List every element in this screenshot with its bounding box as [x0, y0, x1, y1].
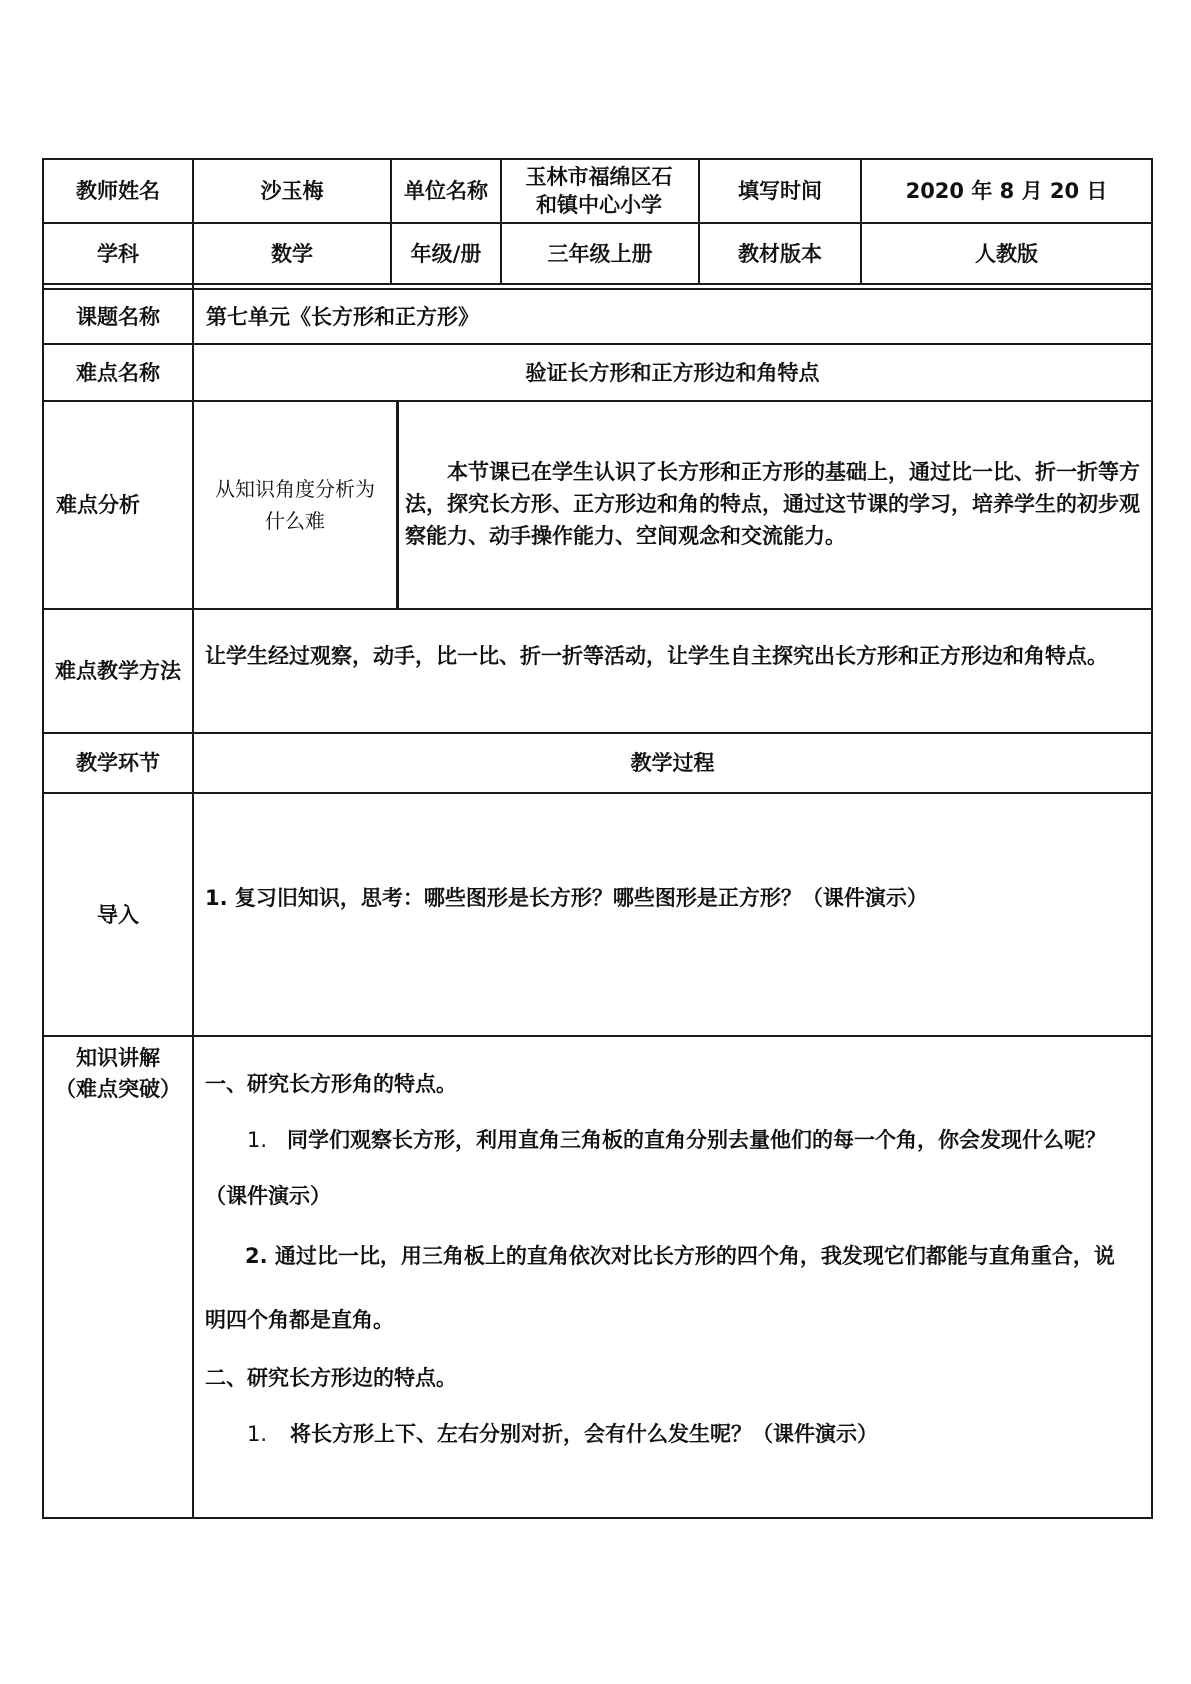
- edition-value: 人教版: [975, 241, 1038, 266]
- row-divider: [42, 608, 1152, 610]
- subject-value: 数学: [271, 241, 313, 266]
- knowledge-item2-line2: 明四个角都是直角。: [205, 1308, 394, 1332]
- knowledge-item1-text: 同学们观察长方形，利用直角三角板的直角分别去量他们的每一个角，你会发现什么呢？: [287, 1128, 1106, 1152]
- process-header-value: 教学过程: [630, 751, 715, 775]
- teacher-name-value: 沙玉梅: [260, 179, 324, 203]
- knowledge-item1-number: 1.: [247, 1128, 268, 1152]
- difficulty-label: 难点名称: [76, 360, 160, 385]
- unit-name-value: 玉林市福绵区石和镇中心小学: [525, 165, 673, 217]
- knowledge-item1-continued: （课件演示）: [205, 1184, 331, 1208]
- fill-date-label: 填写时间: [738, 179, 822, 203]
- knowledge-label-line1: 知识讲解: [76, 1046, 160, 1070]
- edition-label: 教材版本: [738, 241, 822, 266]
- teacher-name-label: 教师姓名: [76, 179, 160, 203]
- method-label: 难点教学方法: [55, 659, 181, 683]
- unit-name-label: 单位名称: [404, 179, 488, 203]
- topic-label: 课题名称: [76, 304, 160, 329]
- row-divider: [42, 1035, 1152, 1037]
- knowledge-item2-line1: 2. 通过比一比，用三角板上的直角依次对比长方形的四个角，我发现它们都能与直角重合，说: [245, 1244, 1115, 1268]
- topic-value: 第七单元《长方形和正方形》: [206, 304, 479, 329]
- table-border-right: [1151, 158, 1153, 1519]
- table-border-bottom: [42, 1517, 1152, 1519]
- analysis-text: 本节课已在学生认识了长方形和正方形的基础上，通过比一比、折一折等方法，探究长方形、正方形边和角的特点，通过这节课的学习，培养学生的初步观察能力、动手操作能力、空间观念和交流能力。: [405, 460, 1140, 548]
- knowledge-item3-text: 将长方形上下、左右分别对折，会有什么发生呢？（课件演示）: [290, 1422, 878, 1446]
- row-divider: [42, 283, 1152, 285]
- row-divider: [42, 792, 1152, 794]
- intro-text: 1. 复习旧知识，思考：哪些图形是长方形？哪些图形是正方形？（课件演示）: [205, 886, 928, 910]
- knowledge-heading-1: 一、研究长方形角的特点。: [205, 1072, 457, 1096]
- grade-label: 年级/册: [410, 241, 482, 266]
- knowledge-heading-2: 二、研究长方形边的特点。: [205, 1366, 457, 1390]
- column-divider: [396, 400, 399, 610]
- method-text: 让学生经过观察，动手，比一比、折一折等活动，让学生自主探究出长方形和正方形边和角特点。: [205, 644, 1108, 668]
- process-stage-label: 教学环节: [76, 751, 160, 775]
- subject-label: 学科: [97, 241, 139, 266]
- intro-label: 导入: [97, 902, 139, 927]
- fill-date-value: 2020 年 8 月 20 日: [905, 179, 1108, 203]
- analysis-label: 难点分析: [56, 493, 140, 517]
- knowledge-label-line2: （难点突破）: [55, 1077, 181, 1101]
- difficulty-value: 验证长方形和正方形边和角特点: [525, 360, 820, 385]
- grade-value: 三年级上册: [547, 241, 653, 266]
- analysis-sub-label: 从知识角度分析为什么难: [215, 477, 375, 533]
- knowledge-item3-number: 1.: [247, 1422, 268, 1446]
